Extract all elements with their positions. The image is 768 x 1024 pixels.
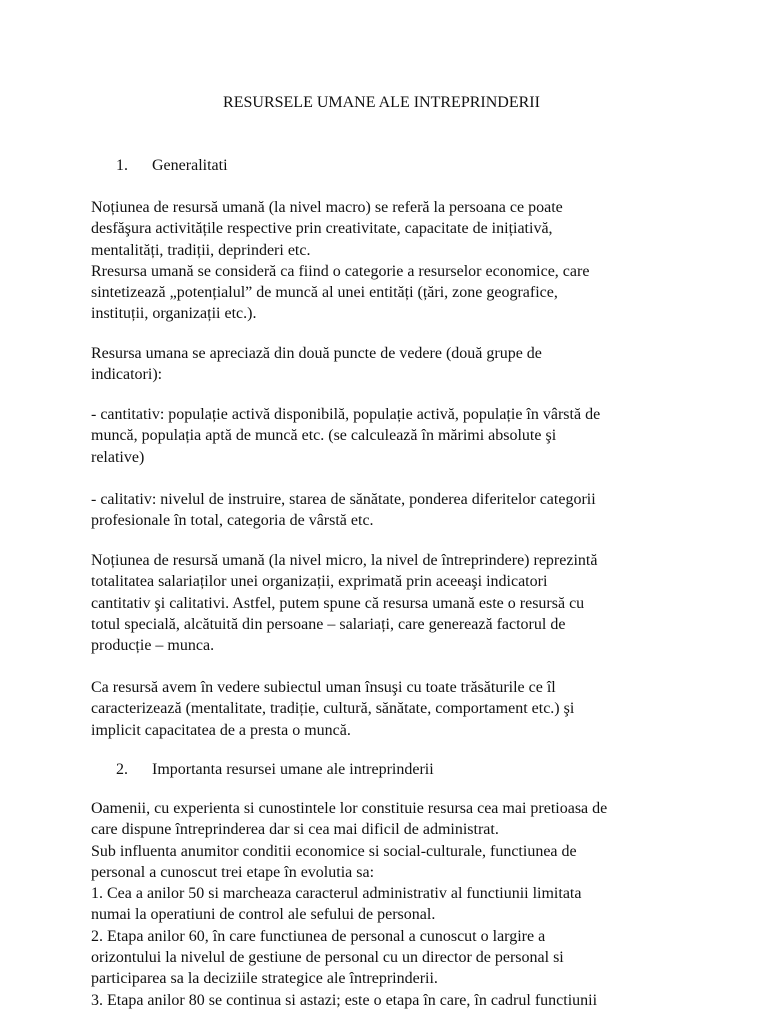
text-line: caracterizează (mentalitate, tradiție, cultură, sănătate, comportament etc.) şi — [91, 700, 575, 718]
text-line: orizontului la nivelul de gestiune de personal cu un director de personal si — [91, 949, 564, 967]
section-heading-generalitati — [116, 156, 228, 176]
text-line: cantitativ şi calitativi. Astfel, putem spune că resursa umană este o resursă cu — [91, 594, 585, 612]
text-line: instituții, organizații etc.). — [91, 305, 257, 323]
paragraph — [91, 197, 691, 325]
text-line: indicatori): — [91, 366, 163, 384]
paragraph — [91, 489, 691, 532]
text-line: Sub influenta anumitor conditii economice si social-culturale, functiunea de — [91, 842, 577, 860]
text-line: Resursa umana se apreciază din două puncte de vedere (două grupe de — [91, 345, 542, 362]
text-line: Noțiunea de resursă umană (la nivel macro) se referă la persoana ce poate — [91, 199, 563, 216]
text-line: sintetizează „potențialul” de muncă al unei entități (țări, zone geografice, — [91, 284, 558, 302]
text-line: Noțiunea de resursă umană (la nivel micro, la nivel de întreprindere) reprezintă — [91, 552, 598, 569]
section-number: 2. — [116, 761, 128, 778]
text-line: Oamenii, cu experienta si cunostintele lor constituie resursa cea mai pretioasa de — [91, 800, 608, 817]
document-title: RESURSELE UMANE ALE INTREPRINDERII — [223, 94, 540, 111]
text-line: 2. Etapa anilor 60, în care functiunea de personal a cunoscut o largire a — [91, 927, 546, 945]
section-heading-importanta — [116, 760, 434, 780]
paragraph — [91, 550, 691, 656]
text-line: relative) — [91, 448, 145, 466]
paragraph — [91, 343, 691, 386]
text-line: producție – munca. — [91, 637, 215, 655]
text-line: personal a cunoscut trei etape în evolutia sa: — [91, 863, 375, 881]
text-line: muncă, populația aptă de muncă etc. (se calculează în mărimi absolute şi — [91, 427, 557, 445]
text-line: 1. Cea a anilor 50 si marcheaza caracterul administrativ al functiunii limitata — [91, 885, 582, 903]
text-line: 3. Etapa anilor 80 se continua si astazi; este o etapa în care, în cadrul functiunii — [91, 991, 598, 1009]
text-line: - cantitativ: populație activă disponibilă, populație activă, populație în vârstă de — [91, 406, 601, 423]
section-number: 1. — [116, 157, 128, 174]
text-line: totalitatea salariaților unei organizații, exprimată prin aceeaşi indicatori — [91, 573, 548, 591]
paragraph — [91, 798, 691, 1011]
text-line: Ca resursă avem în vedere subiectul uman însuşi cu toate trăsăturile ce îl — [91, 679, 556, 696]
section-title: Importanta resursei umane ale intreprinderii — [152, 761, 434, 778]
text-line: implicit capacitatea de a presta o muncă. — [91, 721, 351, 739]
text-line: care dispune întreprinderea dar si cea mai dificil de administrat. — [91, 821, 499, 839]
text-line: - calitativ: nivelul de instruire, starea de sănătate, ponderea diferitelor categorii — [91, 491, 596, 508]
text-line: profesionale în total, categoria de vârstă etc. — [91, 512, 374, 530]
section-title: Generalitati — [152, 157, 228, 174]
paragraph — [91, 677, 691, 741]
text-line: desfăşura activitățile respective prin creativitate, capacitate de inițiativă, — [91, 220, 553, 238]
paragraph — [91, 404, 691, 468]
text-line: mentalități, tradiții, deprinderi etc. — [91, 241, 311, 259]
text-line: totul specială, alcătuită din persoane – salariați, care generează factorul de — [91, 615, 566, 633]
text-line: Rresursa umană se consideră ca fiind o categorie a resurselor economice, care — [91, 262, 590, 280]
text-line: numai la operatiuni de control ale sefului de personal. — [91, 906, 436, 924]
text-line: participarea sa la deciziile strategice ale întreprinderii. — [91, 970, 438, 988]
